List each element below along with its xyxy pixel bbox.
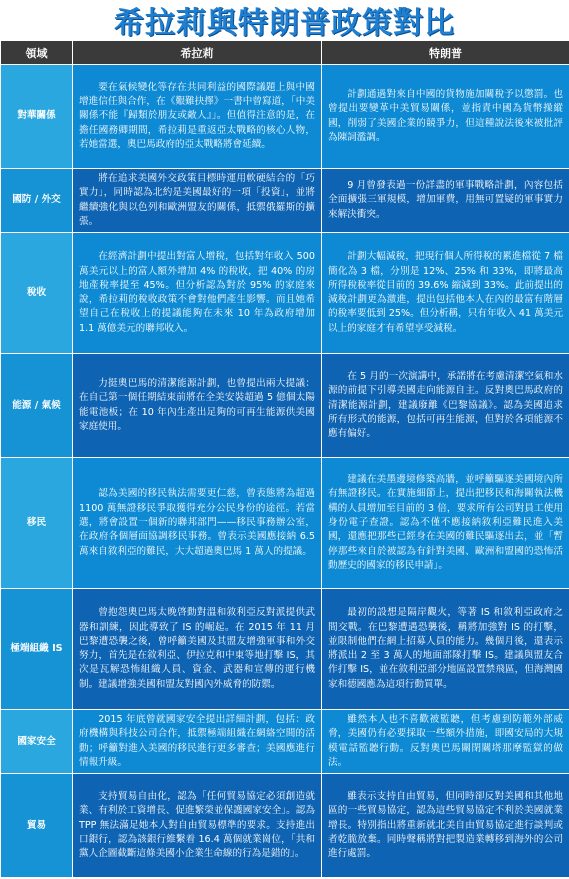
table-row xyxy=(1,169,569,233)
table-header-row xyxy=(1,41,569,65)
hillary-policy: 在經濟計劃中提出對富人增稅，包括對年收入 500 萬美元以上的富人額外增加 4% 的稅收，把 40% 的房地產稅率提至 45%。但分析認為對於 95% 的家庭來說，希拉莉的稅收政策不會對他們產生影響。而且她希望自己在稅收上的提議能夠在未來 10 年為政府增加 1.1 萬億美元的聯邦收入。 xyxy=(73,233,322,354)
row-category: 稅收 xyxy=(1,233,73,354)
row-category: 對華關係 xyxy=(1,65,73,169)
header-hillary: 希拉莉 xyxy=(73,41,322,65)
hillary-policy: 認為美國的移民執法需要更仁慈，曾表態將為超過 1100 萬無證移民爭取獲得充分公民身份的途徑。若當選，將會設置一個新的聯邦部門——移民事務辦公室，在政府各個層面協調移民事務。曾表示美國應接納 6.5 萬來自敘利亞的難民，大大超過奧巴馬 1 萬人的提議。 xyxy=(73,458,322,589)
hillary-policy: 力挺奧巴馬的清潔能源計劃，也曾提出兩大提議：在自己第一個任期結束前將在全美安裝超過 5 億個太陽能電池板；在 10 年內生產出足夠的可再生能源供美國家庭使用。 xyxy=(73,354,322,458)
table-row xyxy=(1,458,569,589)
hillary-policy: 要在氣候變化等存在共同利益的國際議題上與中國增進信任與合作，在《艱難抉擇》一書中曾寫道，「中美關係不能『歸類於朋友或敵人』」。但值得注意的是，在擔任國務卿期間，希拉莉是重返亞太戰略的核心人物，若她當選，奧巴馬政府的亞太戰略將會延續。 xyxy=(73,65,322,169)
row-category: 國防 / 外交 xyxy=(1,169,73,233)
table-row xyxy=(1,233,569,354)
row-category: 能源 / 氣候 xyxy=(1,354,73,458)
page-title: 希拉莉與特朗普政策對比 xyxy=(114,6,455,41)
row-category: 貿易 xyxy=(1,774,73,878)
hillary-policy: 支持貿易自由化，認為「任何貿易協定必須創造就業、有利於工資增長、促進繁榮並保護國家安全」。認為 TPP 無法滿足她本人對自由貿易標準的要求。支持進出口銀行，認為該銀行維繫着 16.4 萬個就業崗位，「共和黨人企圖截斷這條美國小企業生命線的行為是錯的」。 xyxy=(73,774,322,878)
trump-policy: 計劃通過對來自中國的貨物施加關稅予以懲罰。也曾提出要變革中美貿易關係，並指責中國為貨幣操縱國，削弱了美國企業的競爭力，但這種說法後來被批評為陳詞濫調。 xyxy=(322,65,569,169)
table-row xyxy=(1,710,569,774)
policy-comparison-table xyxy=(0,40,569,878)
table-row xyxy=(1,589,569,710)
trump-policy: 計劃大幅減稅，把現行個人所得稅的累進檔從 7 檔簡化為 3 檔，分別是 12%、25% 和 33%，即將最高所得稅稅率從目前的 39.6% 縮減到 33%。此前提出的減稅計劃更為激進，提出包括他本人在內的最富有階層的稅率要低到 25%。但分析稱，只有年收入 41 萬美元以上的家庭才有希望享受減稅。 xyxy=(322,233,569,354)
header-category: 領域 xyxy=(1,41,73,65)
hillary-policy: 將在追求美國外交政策目標時運用軟硬結合的「巧實力」，同時認為北約是美國最好的一項「投資」，並將繼續強化與以色列和歐洲盟友的關係，抵禦俄羅斯的擴張。 xyxy=(73,169,322,233)
row-category: 移民 xyxy=(1,458,73,589)
trump-policy: 雖表示支持自由貿易，但同時卻反對美國和其他地區的一些貿易協定，認為這些貿易協定不利於美國就業增長。特別指出將重新就北美自由貿易協定進行談判或者乾脆放棄。同時聲稱將對把製造業轉移到海外的公司進行處罰。 xyxy=(322,774,569,878)
trump-policy: 建議在美墨邊境修築高牆，並呼籲驅逐美國境內所有無證移民。在實施細節上，提出把移民和海關執法機構的人員增加至目前的 3 倍，要求所有公司對員工使用身份電子查證。認為不僅不應接納敘利亞難民進入美國，還應把那些已經身在美國的難民驅逐出去，並「暫停那些來自於被認為有針對美國、歐洲和盟國的恐怖活動歷史的國家的移民申請」。 xyxy=(322,458,569,589)
header-trump: 特朗普 xyxy=(322,41,569,65)
row-category: 國家安全 xyxy=(1,710,73,774)
table-row xyxy=(1,354,569,458)
trump-policy: 9 月曾發表過一份詳盡的軍事戰略計劃，內容包括全面擴張三軍規模，增加軍費，用無可置疑的軍事實力來解決衝突。 xyxy=(322,169,569,233)
row-category: 極端組織 IS xyxy=(1,589,73,710)
hillary-policy: 2015 年底曾就國家安全提出詳細計劃，包括：政府機構與科技公司合作，抵禦極端組織在網絡空間的活動；呼籲對進入美國的移民進行更多審查；美國應進行情報升級。 xyxy=(73,710,322,774)
trump-policy: 雖然本人也不喜歡被監聽，但考慮到防範外部威脅，美國仍有必要採取一些額外措施，即國安局的大規模電話監聽行動。反對奧巴馬關閉關塔那摩監獄的做法。 xyxy=(322,710,569,774)
trump-policy: 在 5 月的一次演講中，承諾將在考慮清潔空氣和水源的前提下引導美國走向能源自主。反對奧巴馬政府的清潔能源計劃，建議廢離《巴黎協議》。認為美國追求所有形式的能源，包括可再生能源，但對於各項能源不應有偏好。 xyxy=(322,354,569,458)
trump-policy: 最初的設想是隔岸觀火，等著 IS 和敘利亞政府之間交戰。在巴黎遭遇恐襲後，稱將加強對 IS 的打擊，並限制他們在網上招募人員的能力。幾個月後，還表示將派出 2 至 3 萬人的地面部隊打擊 IS。建議與盟友合作打擊 IS，並在敘利亞部分地區設置禁飛區，但海灣國家和德國應為這項行動買單。 xyxy=(322,589,569,710)
hillary-policy: 曾抱怨奧巴馬太晚啓動對溫和敘利亞反對派提供武器和訓練，因此導致了 IS 的崛起。在 2015 年 11 月巴黎遭恐襲之後，曾呼籲美國及其盟友增強軍事和外交努力，首先是在敘利亞、伊拉克和中東等地打擊 IS，其次是瓦解恐怖組織人員、資金、武器和宣傳的運行機制。建議增強美國和盟友對國內外威脅的防禦。 xyxy=(73,589,322,710)
table-row xyxy=(1,65,569,169)
table-row xyxy=(1,774,569,878)
